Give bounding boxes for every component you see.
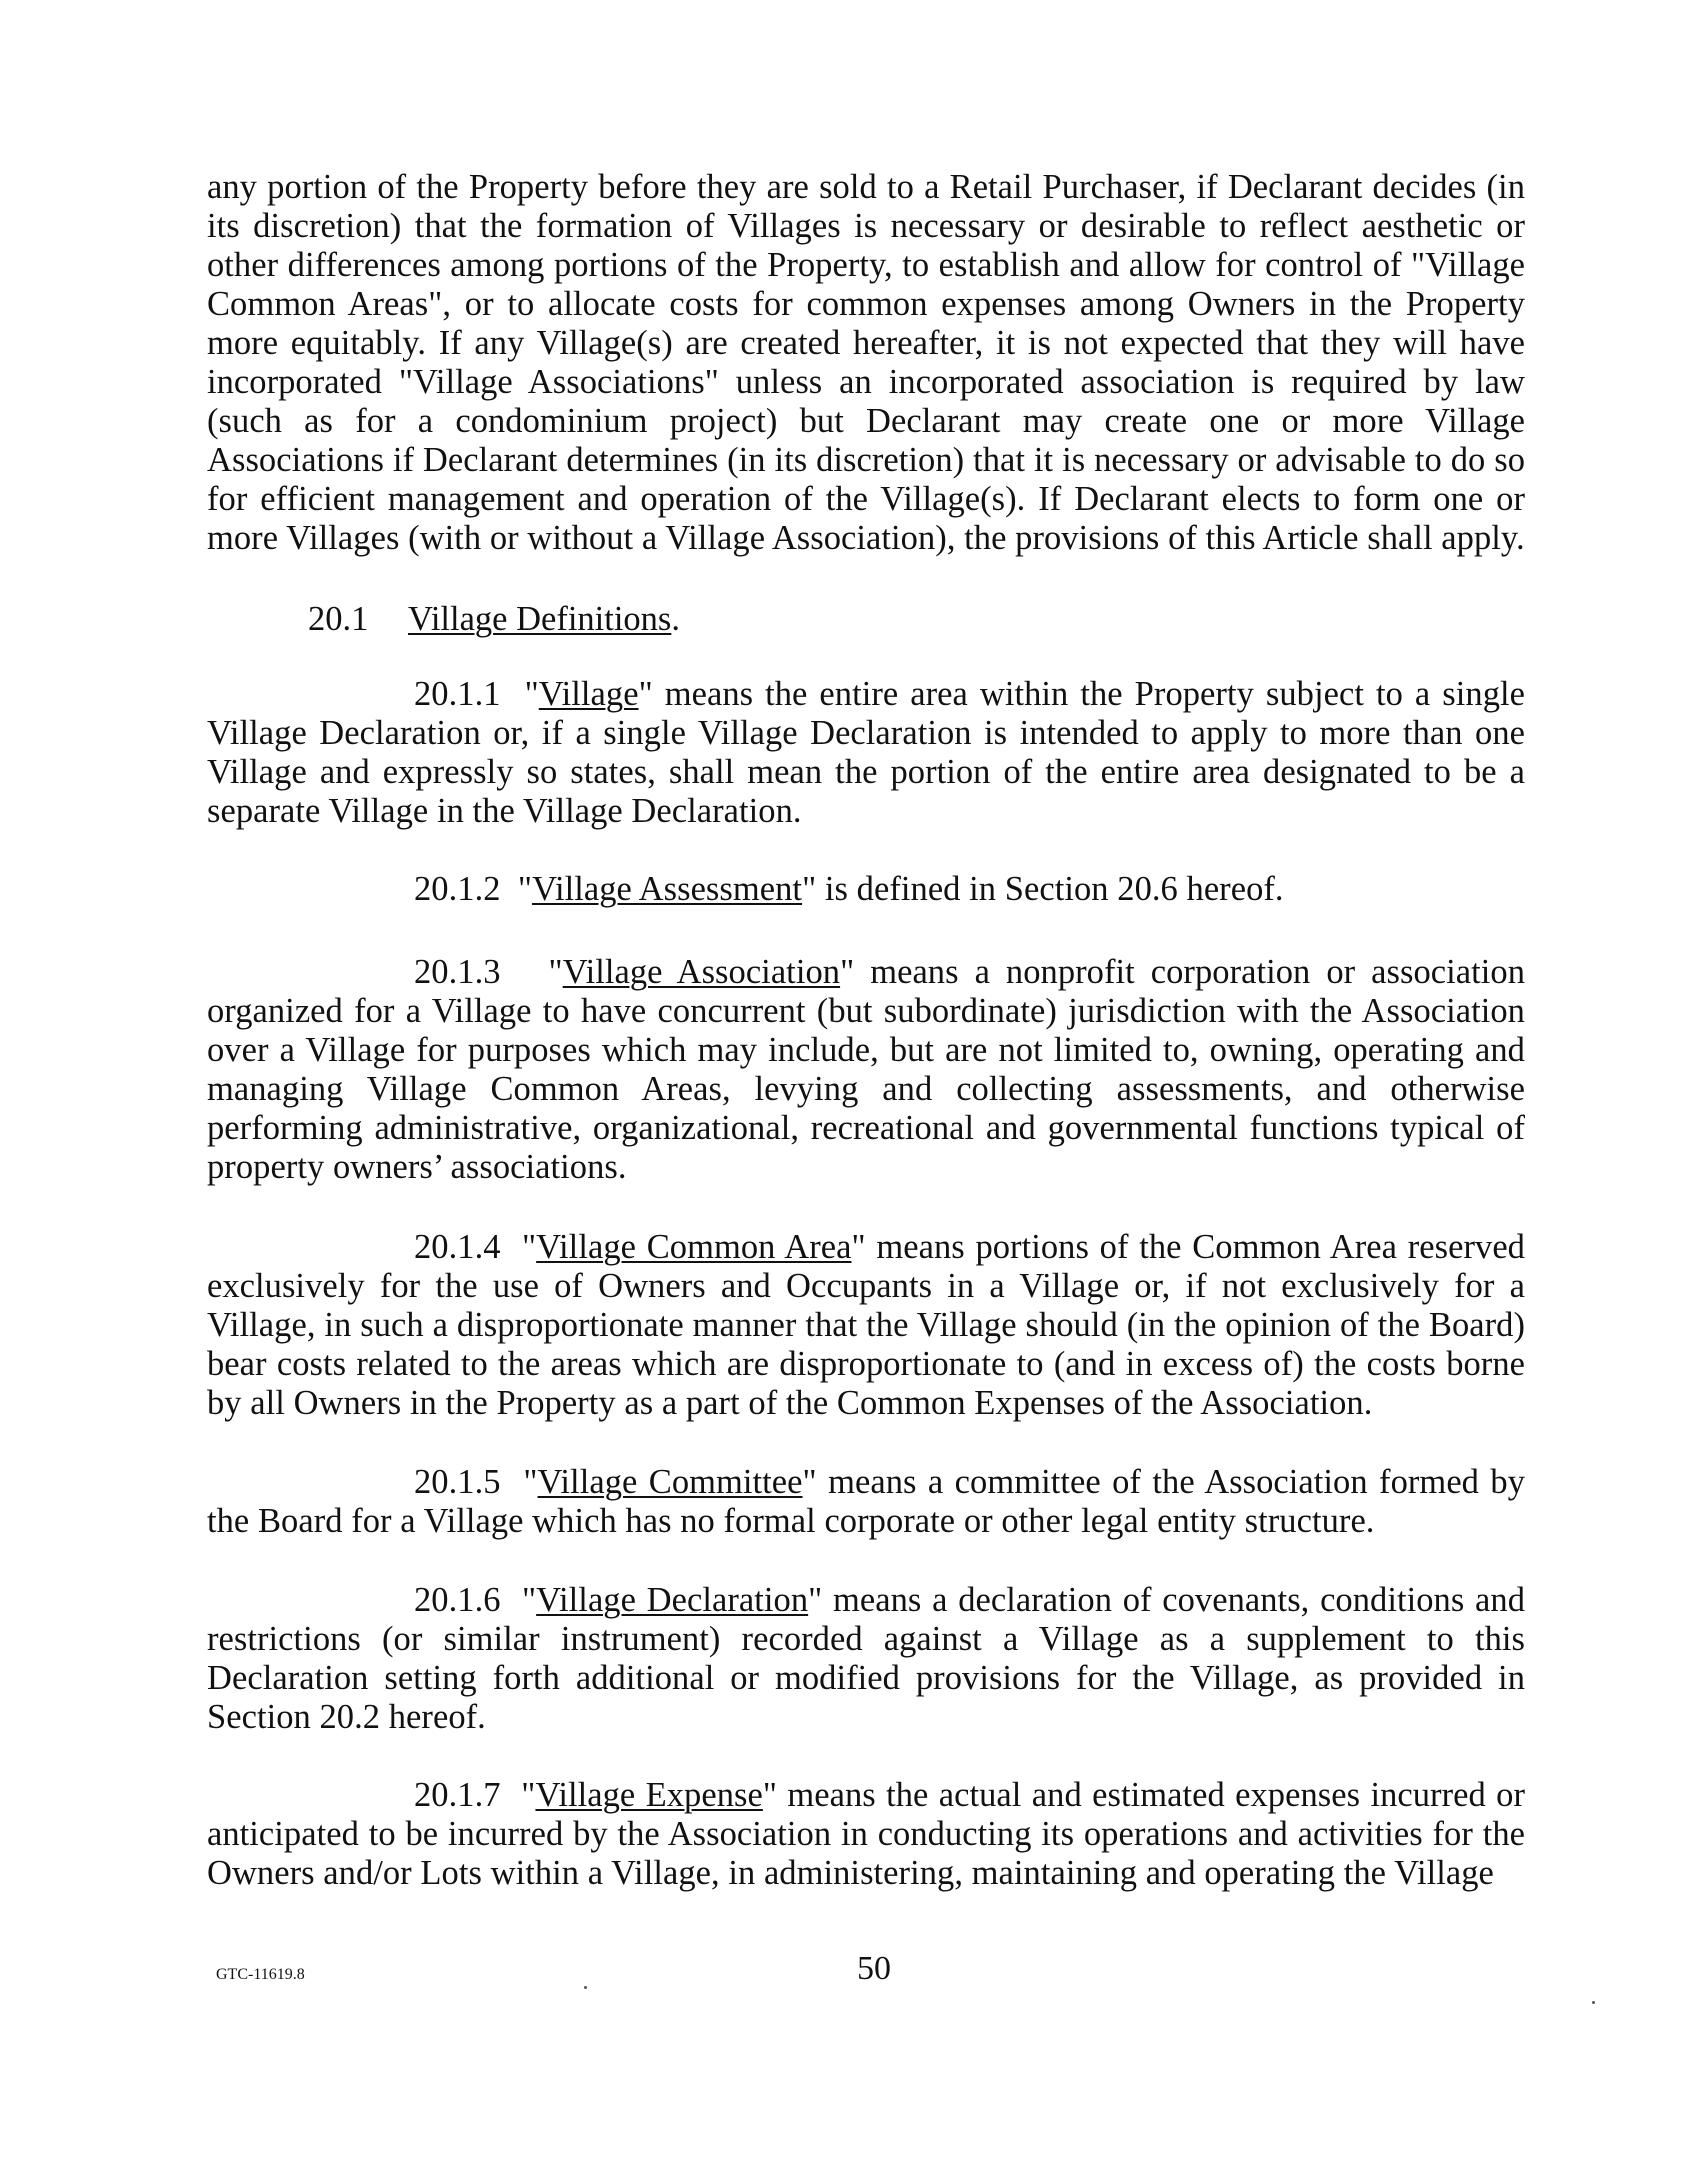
definition-term: Village Common Area xyxy=(536,1228,852,1266)
definition-text: means a nonprofit corporation or association organized for a Village to have concurrent (but subordinate) jurisdiction with the Association over a Village for purposes which may include, but are not limited to, owning, operating and managing Village Common Areas, levying and collecting assessments, and otherwise performing administrative, organizational, recreational and governmental functions typical of property owners’ associations. xyxy=(207,953,1526,1186)
definition-text: means the entire area within the Property subject to a single Village Declaration or, if a single Village Declaration is intended to apply to more than one Village and expressly so states, shall mean the portion of the entire area designated to be a separate Village in the Village Declaration. xyxy=(207,675,1525,830)
section-title-suffix: . xyxy=(671,600,680,638)
definition-term: Village xyxy=(538,675,639,713)
definition-open-quote: " xyxy=(522,1581,537,1619)
definition-paragraph xyxy=(207,1776,1525,1893)
definition-term: Village Association xyxy=(562,953,841,991)
definition-number: 20.1.3 xyxy=(414,953,501,991)
definition-open-quote: " xyxy=(524,675,539,713)
definition-close-quote: " xyxy=(762,1776,777,1814)
definition-number: 20.1.6 xyxy=(414,1581,501,1619)
definition-close-quote: " xyxy=(638,675,653,713)
definition-term: Village Committee xyxy=(537,1463,803,1501)
definition-term: Village Assessment xyxy=(532,870,803,908)
definition-number: 20.1.1 xyxy=(414,675,501,713)
scan-speck xyxy=(584,1986,587,1989)
definition-paragraph xyxy=(207,1463,1525,1541)
scan-speck xyxy=(1592,2001,1595,2004)
definition-text: means portions of the Common Area reserved exclusively for the use of Owners and Occupants in a Village or, if not exclusively for a Village, in such a disproportionate manner that the Village should (in the opinion of the Board) bear costs related to the areas which are disproportionate to (and in excess of) the costs borne by all Owners in the Property as a part of the Common Expenses of the Association. xyxy=(207,1228,1525,1422)
definition-open-quote: " xyxy=(548,953,563,991)
definition-paragraph xyxy=(207,870,1525,909)
definition-open-quote: " xyxy=(517,870,533,908)
definition-number: 20.1.4 xyxy=(414,1228,501,1266)
definition-close-quote: " xyxy=(802,1463,817,1501)
definition-paragraph xyxy=(207,953,1525,1187)
definition-number: 20.1.7 xyxy=(414,1776,501,1814)
definition-text: is defined in Section 20.6 hereof. xyxy=(816,870,1284,908)
definition-close-quote: " xyxy=(851,1228,866,1266)
definition-text: means a committee of the Association formed by the Board for a Village which has no formal corporate or other legal entity structure. xyxy=(207,1463,1525,1540)
definition-term: Village Expense xyxy=(535,1776,763,1814)
definition-close-quote: " xyxy=(840,953,855,991)
section-number: 20.1 xyxy=(308,600,369,638)
definition-open-quote: " xyxy=(522,1228,537,1266)
definition-text: means the actual and estimated expenses incurred or anticipated to be incurred by the Association in conducting its operations and activities for the Owners and/or Lots within a Village, in administering, maintaining and operating the Village xyxy=(207,1776,1525,1892)
definition-term: Village Declaration xyxy=(536,1581,809,1619)
definition-close-quote: " xyxy=(808,1581,823,1619)
definition-paragraph xyxy=(207,675,1525,831)
definition-open-quote: " xyxy=(521,1776,536,1814)
section-heading xyxy=(308,600,680,639)
definition-paragraph xyxy=(207,1228,1525,1423)
definition-close-quote: " xyxy=(802,870,817,908)
section-title: Village Definitions xyxy=(408,600,672,638)
definition-open-quote: " xyxy=(523,1463,538,1501)
definition-number: 20.1.2 xyxy=(414,870,501,908)
page-number: 50 xyxy=(857,1950,891,1987)
definition-text: means a declaration of covenants, conditions and restrictions (or similar instrument) recorded against a Village as a supplement to this Declaration setting forth additional or modified provisions for the Village, as provided in Section 20.2 hereof. xyxy=(207,1581,1525,1736)
document-code: GTC-11619.8 xyxy=(216,1966,305,1983)
definition-number: 20.1.5 xyxy=(414,1463,501,1501)
intro-paragraph: any portion of the Property before they are sold to a Retail Purchaser, if Declarant decides (in its discretion) that the formation of Villages is necessary or desirable to reflect aesthetic or other differences among portions of the Property, to establish and allow for control of "Village Common Areas", or to allocate costs for common expenses among Owners in the Property more equitably. If any Village(s) are created hereafter, it is not expected that they will have incorporated "Village Associations" unless an incorporated association is required by law (such as for a condominium project) but Declarant may create one or more Village Associations if Declarant determines (in its discretion) that it is necessary or advisable to do so for efficient management and operation of the Village(s). If Declarant elects to form one or more Villages (with or without a Village Association), the provisions of this Article shall apply. xyxy=(207,168,1525,557)
definition-paragraph xyxy=(207,1581,1525,1737)
